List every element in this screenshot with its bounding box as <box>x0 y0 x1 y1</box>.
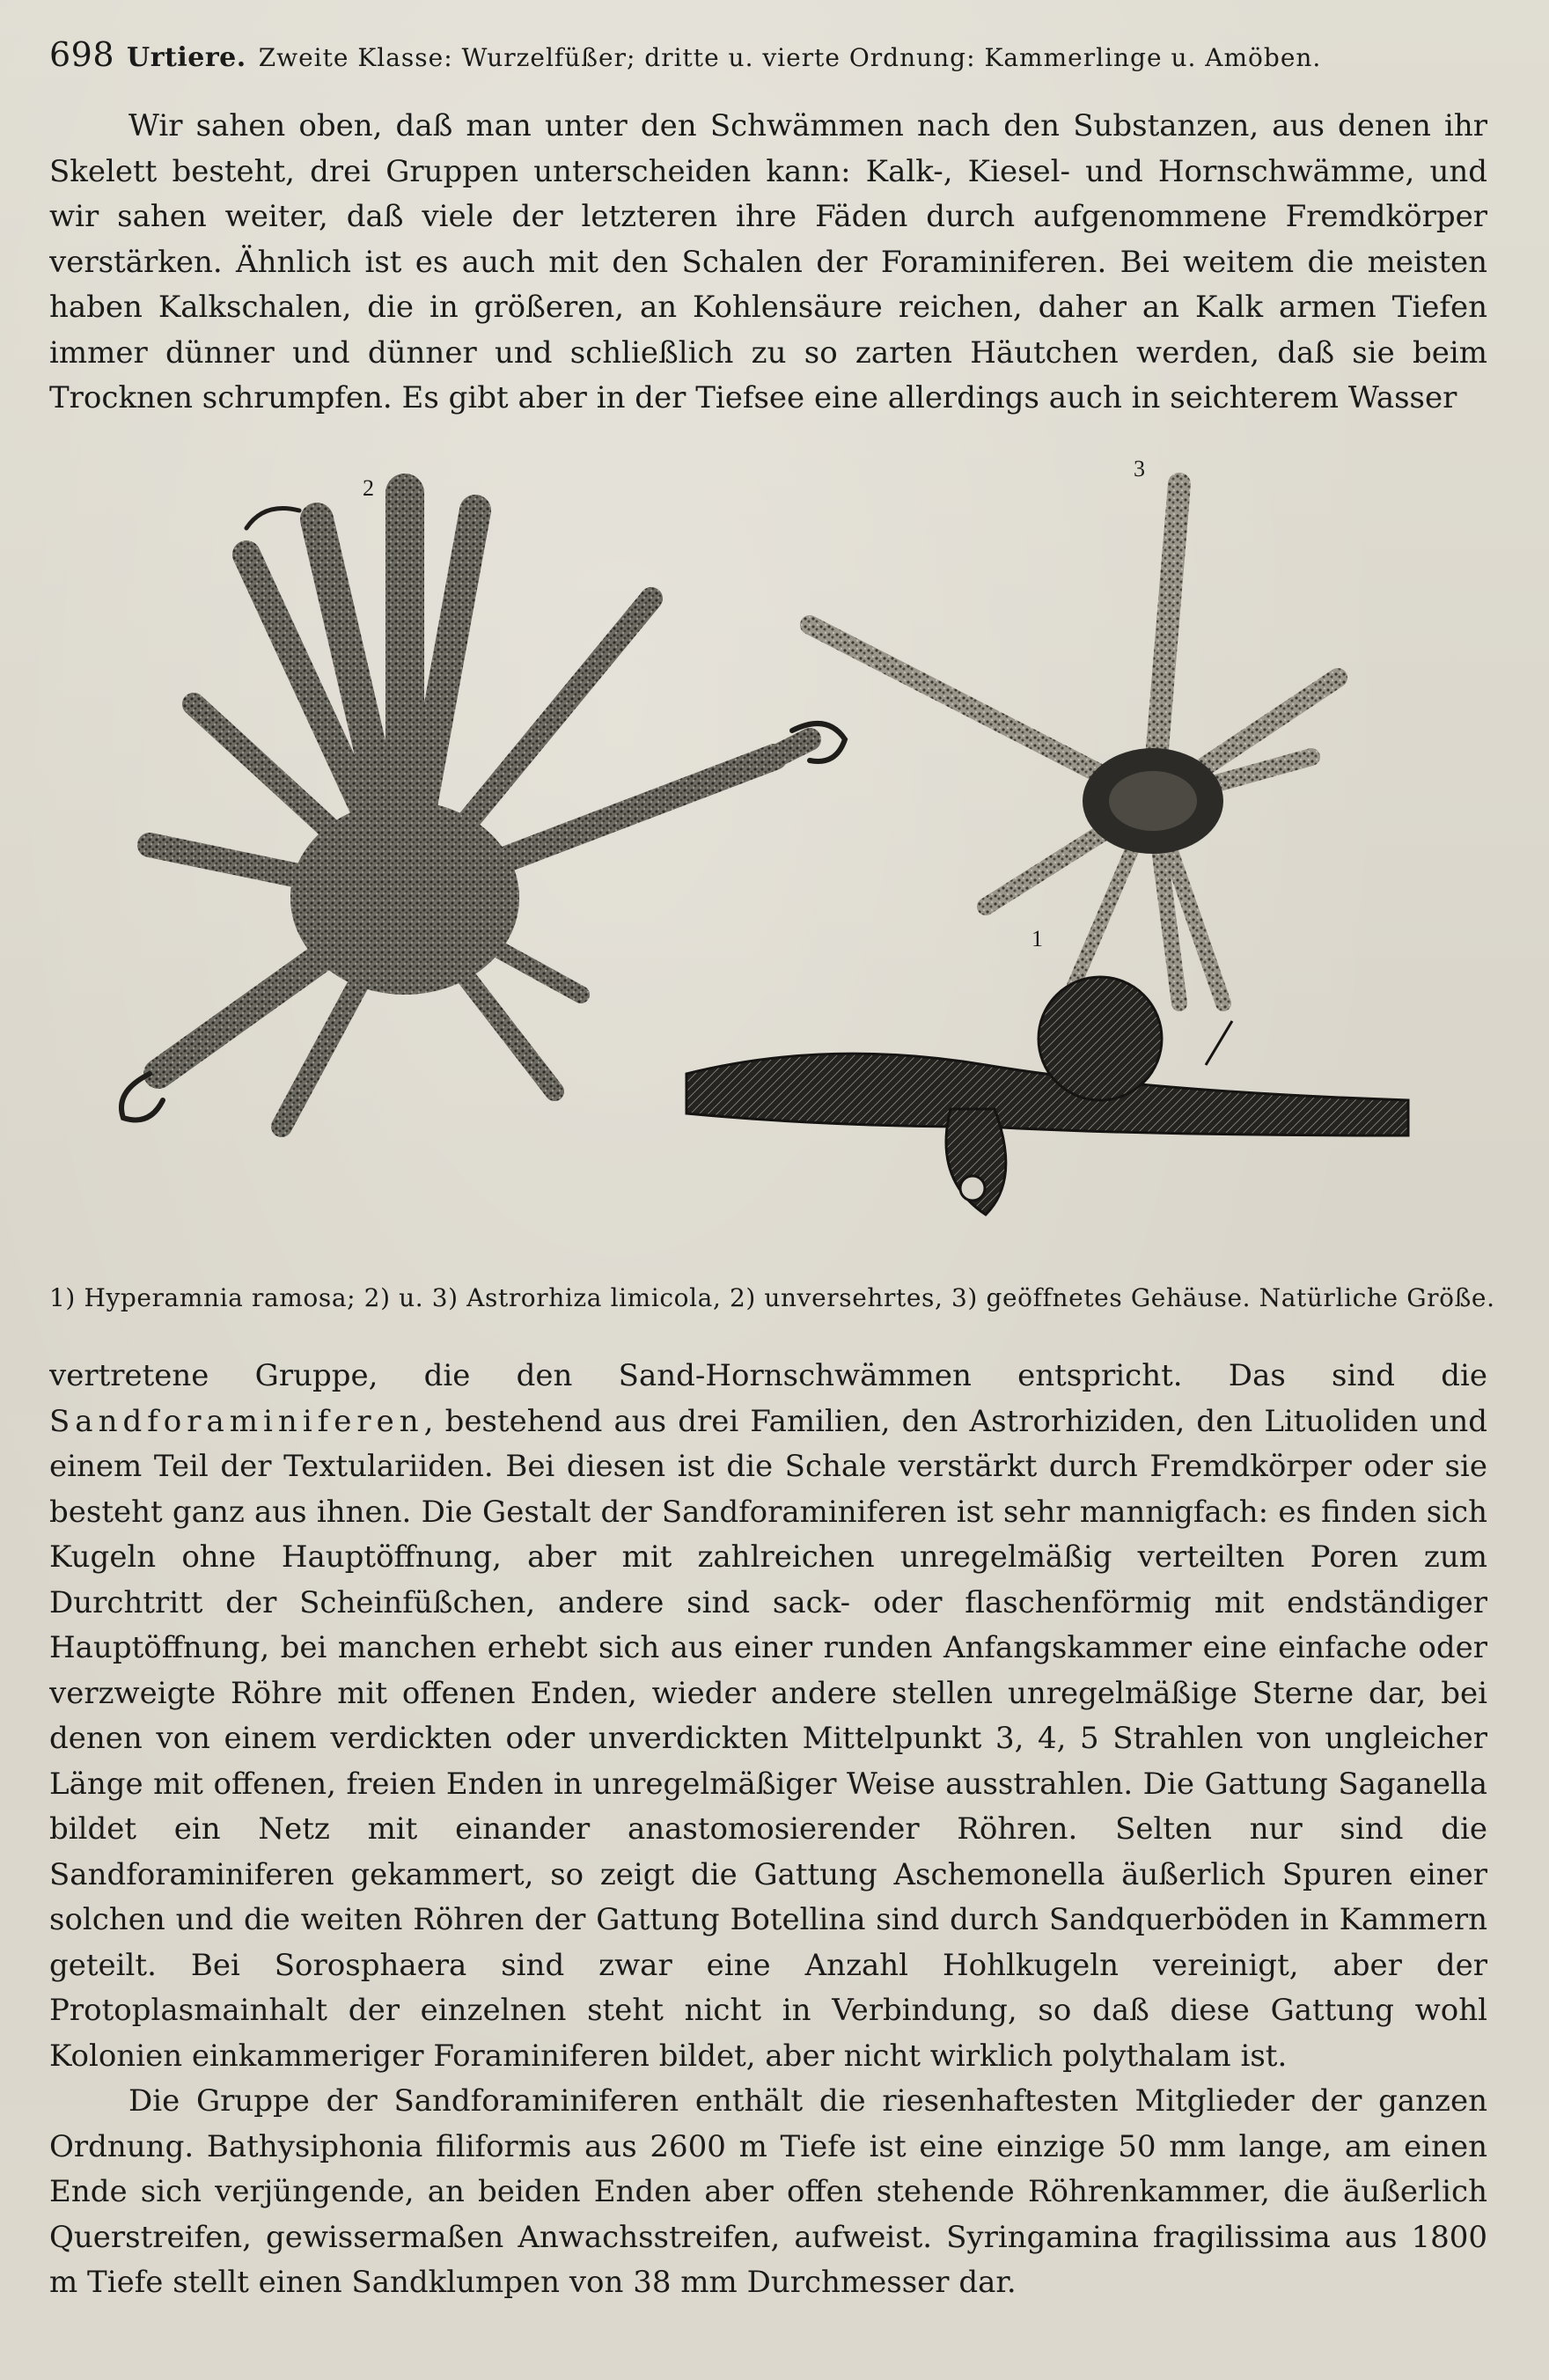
paragraph: Die Gruppe der Sandforaminiferen enthält die riesenhaftesten Mitglieder der ganzen Ordnung. Bathysiphonia filiformis aus 2600 m Tiefe ist eine einzige 50 mm lange, am einen Ende sich verjüngende, an beiden Enden aber offen stehende Röhrenkammer, die äußerlich Querstreifen, gewissermaßen Anwachsstreifen, aufweist. Syringamina fragilissima aus 1800 m Tiefe stellt einen Sandklumpen von 38 mm Durchmesser dar. <box>49 2083 1487 2300</box>
figure-foraminifera <box>35 458 1514 1285</box>
genus-name: Saganella <box>1338 1766 1487 1802</box>
genus-name: Sorosphaera <box>274 1947 467 1983</box>
species-name: Bathysiphonia filiformis <box>206 2128 572 2164</box>
running-subtitle: Zweite Klasse: Wurzelfüßer; dritte u. vierte Ordnung: Kammerlinge u. Amöben. <box>258 43 1322 72</box>
body-text-top <box>49 104 1487 438</box>
specimen-1-hyperammina <box>686 977 1408 1215</box>
paragraph: vertretene Gruppe, die den Sand-Hornschwämmen entspricht. Das sind die Sandforaminiferen, bestehend aus drei Familien, den Astrorhiziden, den Lituoliden und einem Teil der Textulariiden. Bei diesen ist die Schale verstärkt durch Fremdkörper oder sie besteht ganz aus ihnen. Die Gestalt der Sandforaminiferen ist sehr mannigfach: es finden sich Kugeln ohne Hauptöffnung, aber mit zahlreichen unregelmäßig verteilten Poren zum Durchtritt der Scheinfüßchen, andere sind sack- oder flaschenförmig mit endständiger Hauptöffnung, bei manchen erhebt sich aus einer runden Anfangskammer eine einfache oder verzweigte Röhre mit offenen Enden, wieder andere stellen unregelmäßige Sterne dar, bei denen von einem verdickten oder unverdickten Mittelpunkt 3, 4, 5 Strahlen von ungleicher Länge mit offenen, freien Enden in unregelmäßiger Weise ausstrahlen. Die Gattung Saganella bildet ein Netz mit einander anastomosierender Röhren. Selten nur sind die Sandforaminiferen gekammert, so zeigt die Gattung Aschemonella äußerlich Spuren einer solchen und die weiten Röhren der Gattung Botellina sind durch Sandquerböden in Kammern geteilt. Bei Sorosphaera sind zwar eine Anzahl Hohlkugeln vereinigt, aber der Protoplasmainhalt der einzelnen steht nicht in Verbindung, so daß diese Gattung wohl Kolonien einkammeriger Foraminiferen bildet, aber nicht wirklich polythalam ist. <box>49 1358 1487 2074</box>
body-text-bottom <box>49 1354 1487 2348</box>
specimen-2-astrorhiza-intact <box>121 493 845 1127</box>
figure-number-1: 1 <box>1031 926 1043 951</box>
figure-number-2: 2 <box>363 475 374 501</box>
species-name: Syringamina fragilissima <box>946 2219 1331 2255</box>
figure-illustration <box>35 458 1514 1285</box>
paragraph: Wir sahen oben, daß man unter den Schwämmen nach den Substanzen, aus denen ihr Skelett besteht, drei Gruppen unterscheiden kann: Kalk-, Kiesel- und Hornschwämme, und wir sahen weiter, daß viele der letzteren ihre Fäden durch aufgenommene Fremdkörper verstärken. Ähnlich ist es auch mit den Schalen der Foraminiferen. Bei weitem die meisten haben Kalkschalen, die in größeren, an Kohlensäure reichen, daher an Kalk armen Tiefen immer dünner und dünner und schließlich zu so zarten Häutchen werden, daß sie beim Trocknen schrumpfen. Es gibt aber in der Tiefsee eine allerdings auch in seichterem Wasser <box>49 108 1487 415</box>
spaced-term: Sandforaminiferen <box>49 1403 424 1439</box>
running-title: Urtiere. <box>127 42 246 73</box>
figure-number-3: 3 <box>1134 456 1145 481</box>
specimen-3-astrorhiza-opened <box>810 484 1338 1003</box>
figure-caption: 1) Hyperamnia ramosa; 2) u. 3) Astrorhiza limicola, 2) unversehrtes, 3) geöffnetes Gehäuse. Natürliche Größe. <box>49 1283 1495 1312</box>
running-header <box>49 35 1422 84</box>
genus-name: Botellina <box>730 1902 866 1937</box>
page-number: 698 <box>49 35 115 74</box>
genus-name: Aschemonella <box>893 1856 1105 1892</box>
